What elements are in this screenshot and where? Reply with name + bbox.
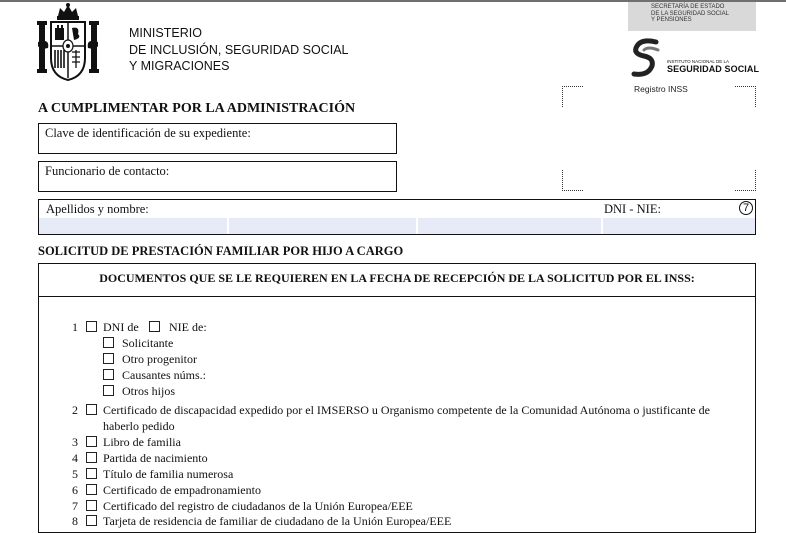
partida-nacimiento-checkbox[interactable]: [86, 452, 97, 463]
documents-header: DOCUMENTOS QUE SE LE REQUIEREN EN LA FECHA DE RECEPCIÓN DE LA SOLICITUD POR EL INSS:: [99, 271, 695, 285]
spanish-coat-of-arms-logo: [36, 2, 100, 82]
clave-label: Clave de identificación de su expediente:: [45, 126, 251, 140]
familia-numerosa-checkbox[interactable]: [86, 468, 97, 479]
secretaria-box: [628, 2, 756, 31]
nie-checkbox[interactable]: [149, 321, 160, 332]
registro-label: Registro INSS: [634, 84, 688, 94]
tarjeta-residencia-label: Tarjeta de residencia de familiar de ciudadano de la Unión Europea/EEE: [103, 514, 452, 528]
registro-stamp-corner: [735, 86, 756, 107]
item-number: 3: [72, 435, 78, 449]
registro-stamp-corner: [562, 170, 583, 191]
item-number: 4: [72, 451, 78, 465]
libro-familia-label: Libro de familia: [103, 435, 181, 449]
partida-nacimiento-label: Partida de nacimiento: [103, 451, 208, 465]
dni-label: DNI de: [103, 320, 139, 334]
otros-hijos-label: Otros hijos: [122, 384, 176, 398]
ministry-name: [129, 25, 349, 75]
item-number: 8: [72, 514, 78, 528]
item-number: 7: [72, 499, 78, 513]
documents-header-divider: [38, 296, 756, 297]
nombre-input[interactable]: [418, 218, 601, 234]
item-number: 1: [72, 320, 78, 334]
causantes-label: Causantes núms.:: [122, 368, 206, 382]
ministry-line: MINISTERIO: [129, 26, 202, 40]
familia-numerosa-label: Título de familia numerosa: [103, 467, 234, 481]
funcionario-label: Funcionario de contacto:: [45, 164, 170, 178]
field-number-badge: 7: [739, 201, 753, 215]
inss-swirl-logo: [630, 36, 660, 80]
nie-label: NIE de:: [169, 320, 207, 334]
registro-ciudadanos-ue-label: Certificado del registro de ciudadanos de la Unión Europea/EEE: [103, 499, 413, 513]
certificado-discapacidad-checkbox[interactable]: [86, 404, 97, 415]
ministry-line: DE INCLUSIÓN, SEGURIDAD SOCIAL: [129, 42, 349, 57]
clave-expediente-field[interactable]: [38, 123, 397, 154]
otros-hijos-checkbox[interactable]: [103, 385, 114, 396]
registro-stamp-corner: [735, 170, 756, 191]
empadronamiento-checkbox[interactable]: [86, 484, 97, 495]
empadronamiento-label: Certificado de empadronamiento: [103, 483, 261, 497]
apellidos-nombre-label: Apellidos y nombre:: [46, 202, 149, 216]
registro-stamp-corner: [562, 86, 583, 107]
causantes-checkbox[interactable]: [103, 369, 114, 380]
admin-section-title: A CUMPLIMENTAR POR LA ADMINISTRACIÓN: [38, 101, 356, 116]
item-number: 2: [72, 403, 78, 417]
otro-progenitor-label: Otro progenitor: [122, 352, 197, 366]
solicitud-title: SOLICITUD DE PRESTACIÓN FAMILIAR POR HIJO A CARGO: [38, 244, 404, 258]
apellido2-input[interactable]: [229, 218, 416, 234]
dni-checkbox[interactable]: [86, 321, 97, 332]
funcionario-contacto-field[interactable]: [38, 161, 397, 192]
inss-institute-label: INSTITUTO NACIONAL DE LA: [667, 59, 730, 64]
inss-name: SEGURIDAD SOCIAL: [667, 64, 760, 74]
solicitante-label: Solicitante: [122, 336, 174, 350]
apellido1-input[interactable]: [39, 218, 227, 234]
solicitante-checkbox[interactable]: [103, 337, 114, 348]
secretaria-text: SECRETARÍA DE ESTADO DE LA SEGURIDAD SOCIAL Y PENSIONES: [651, 4, 730, 24]
item-number: 5: [72, 467, 78, 481]
item-number: 6: [72, 483, 78, 497]
ministry-line: Y MIGRACIONES: [129, 59, 230, 73]
libro-familia-checkbox[interactable]: [86, 436, 97, 447]
certificado-discapacidad-label: Certificado de discapacidad expedido por el IMSERSO u Organismo competente de la Comunidad Autónoma o justificante de: [103, 403, 710, 417]
certificado-discapacidad-label-cont: haberlo pedido: [103, 419, 175, 433]
dni-nie-input[interactable]: [603, 218, 755, 234]
otro-progenitor-checkbox[interactable]: [103, 353, 114, 364]
registro-ciudadanos-ue-checkbox[interactable]: [86, 500, 97, 511]
dni-nie-label: DNI - NIE:: [604, 202, 661, 216]
